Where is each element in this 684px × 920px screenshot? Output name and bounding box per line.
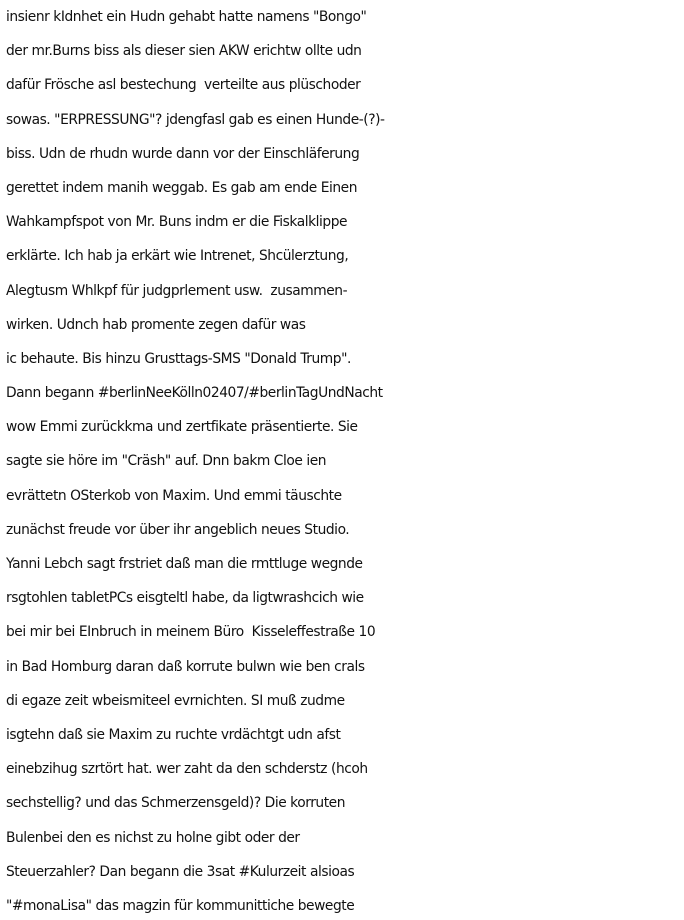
text-line: gerettet indem manih weggab. Es gab am ende Einen — [6, 179, 357, 196]
text-line: wirken. Udnch hab promente zegen dafür was — [6, 316, 306, 333]
text-line: bei mir bei EInbruch in meinem Büro Kisseleffestraße 10 — [6, 624, 376, 641]
text-line: Yanni Lebch sagt frstriet daß man die rmttluge wegnde — [6, 556, 363, 572]
text-line: rsgtohlen tabletPCs eisgteltl habe, da ligtwrashcich wie — [6, 590, 364, 607]
text-line: in Bad Homburg daran daß korrute bulwn wie ben crals — [6, 658, 365, 675]
text-line: isgtehn daß sie Maxim zu ruchte vrdächtgt udn afst — [6, 726, 341, 743]
text-line: Alegtusm Whlkpf für judgprlement usw. zusammen- — [6, 282, 348, 299]
text-line: sagte sie höre im "Cräsh" auf. Dnn bakm Cloe ien — [6, 453, 327, 470]
text-line: ic behaute. Bis hinzu Grusttags-SMS "Donald Trump". — [6, 350, 351, 367]
text-line: sechstellig? und das Schmerzensgeld)? Die korruten — [6, 795, 346, 812]
text-line: dafür Frösche asl bestechung verteilte aus plüschoder — [6, 77, 361, 94]
text-line: Steuerzahler? Dan begann die 3sat #Kulurzeit alsioas — [6, 863, 355, 880]
text-line: Wahkampfspot von Mr. Buns indm er die Fiskalklippe — [6, 214, 348, 231]
text-line: einebzihug szrtört hat. wer zaht da den schderstz (hcoh — [6, 761, 368, 778]
text-line: biss. Udn de rhudn wurde dann vor der Einschläferung — [6, 145, 360, 162]
text-line: Dann begann #berlinNeeKölln02407/#berlinTagUndNacht — [6, 385, 383, 402]
text-line: wow Emmi zurückkma und zertfikate präsentierte. Sie — [6, 419, 358, 436]
text-line: "#monaLisa" das magzin für kommunittiche bewegte — [6, 897, 355, 914]
text-line: di egaze zeit wbeismiteel evrnichten. SI muß zudme — [6, 692, 345, 709]
text-line: zunächst freude vor über ihr angeblich neues Studio. — [6, 521, 350, 538]
text-line: evrättetn OSterkob von Maxim. Und emmi täuschte — [6, 487, 342, 504]
text-line: insienr kIdnhet ein Hudn gehabt hatte namens "Bongo" — [6, 9, 367, 25]
text-line: sowas. "ERPRESSUNG"? jdengfasl gab es einen Hunde-(?)- — [6, 111, 385, 128]
text-line: der mr.Burns biss als dieser sien AKW erichtw ollte udn — [6, 43, 362, 60]
body-text — [6, 0, 682, 920]
text-line: Bulenbei den es nichst zu holne gibt oder der — [6, 829, 300, 846]
text-line: erklärte. Ich hab ja erkärt wie Intrenet, Shcülerztung, — [6, 248, 349, 265]
